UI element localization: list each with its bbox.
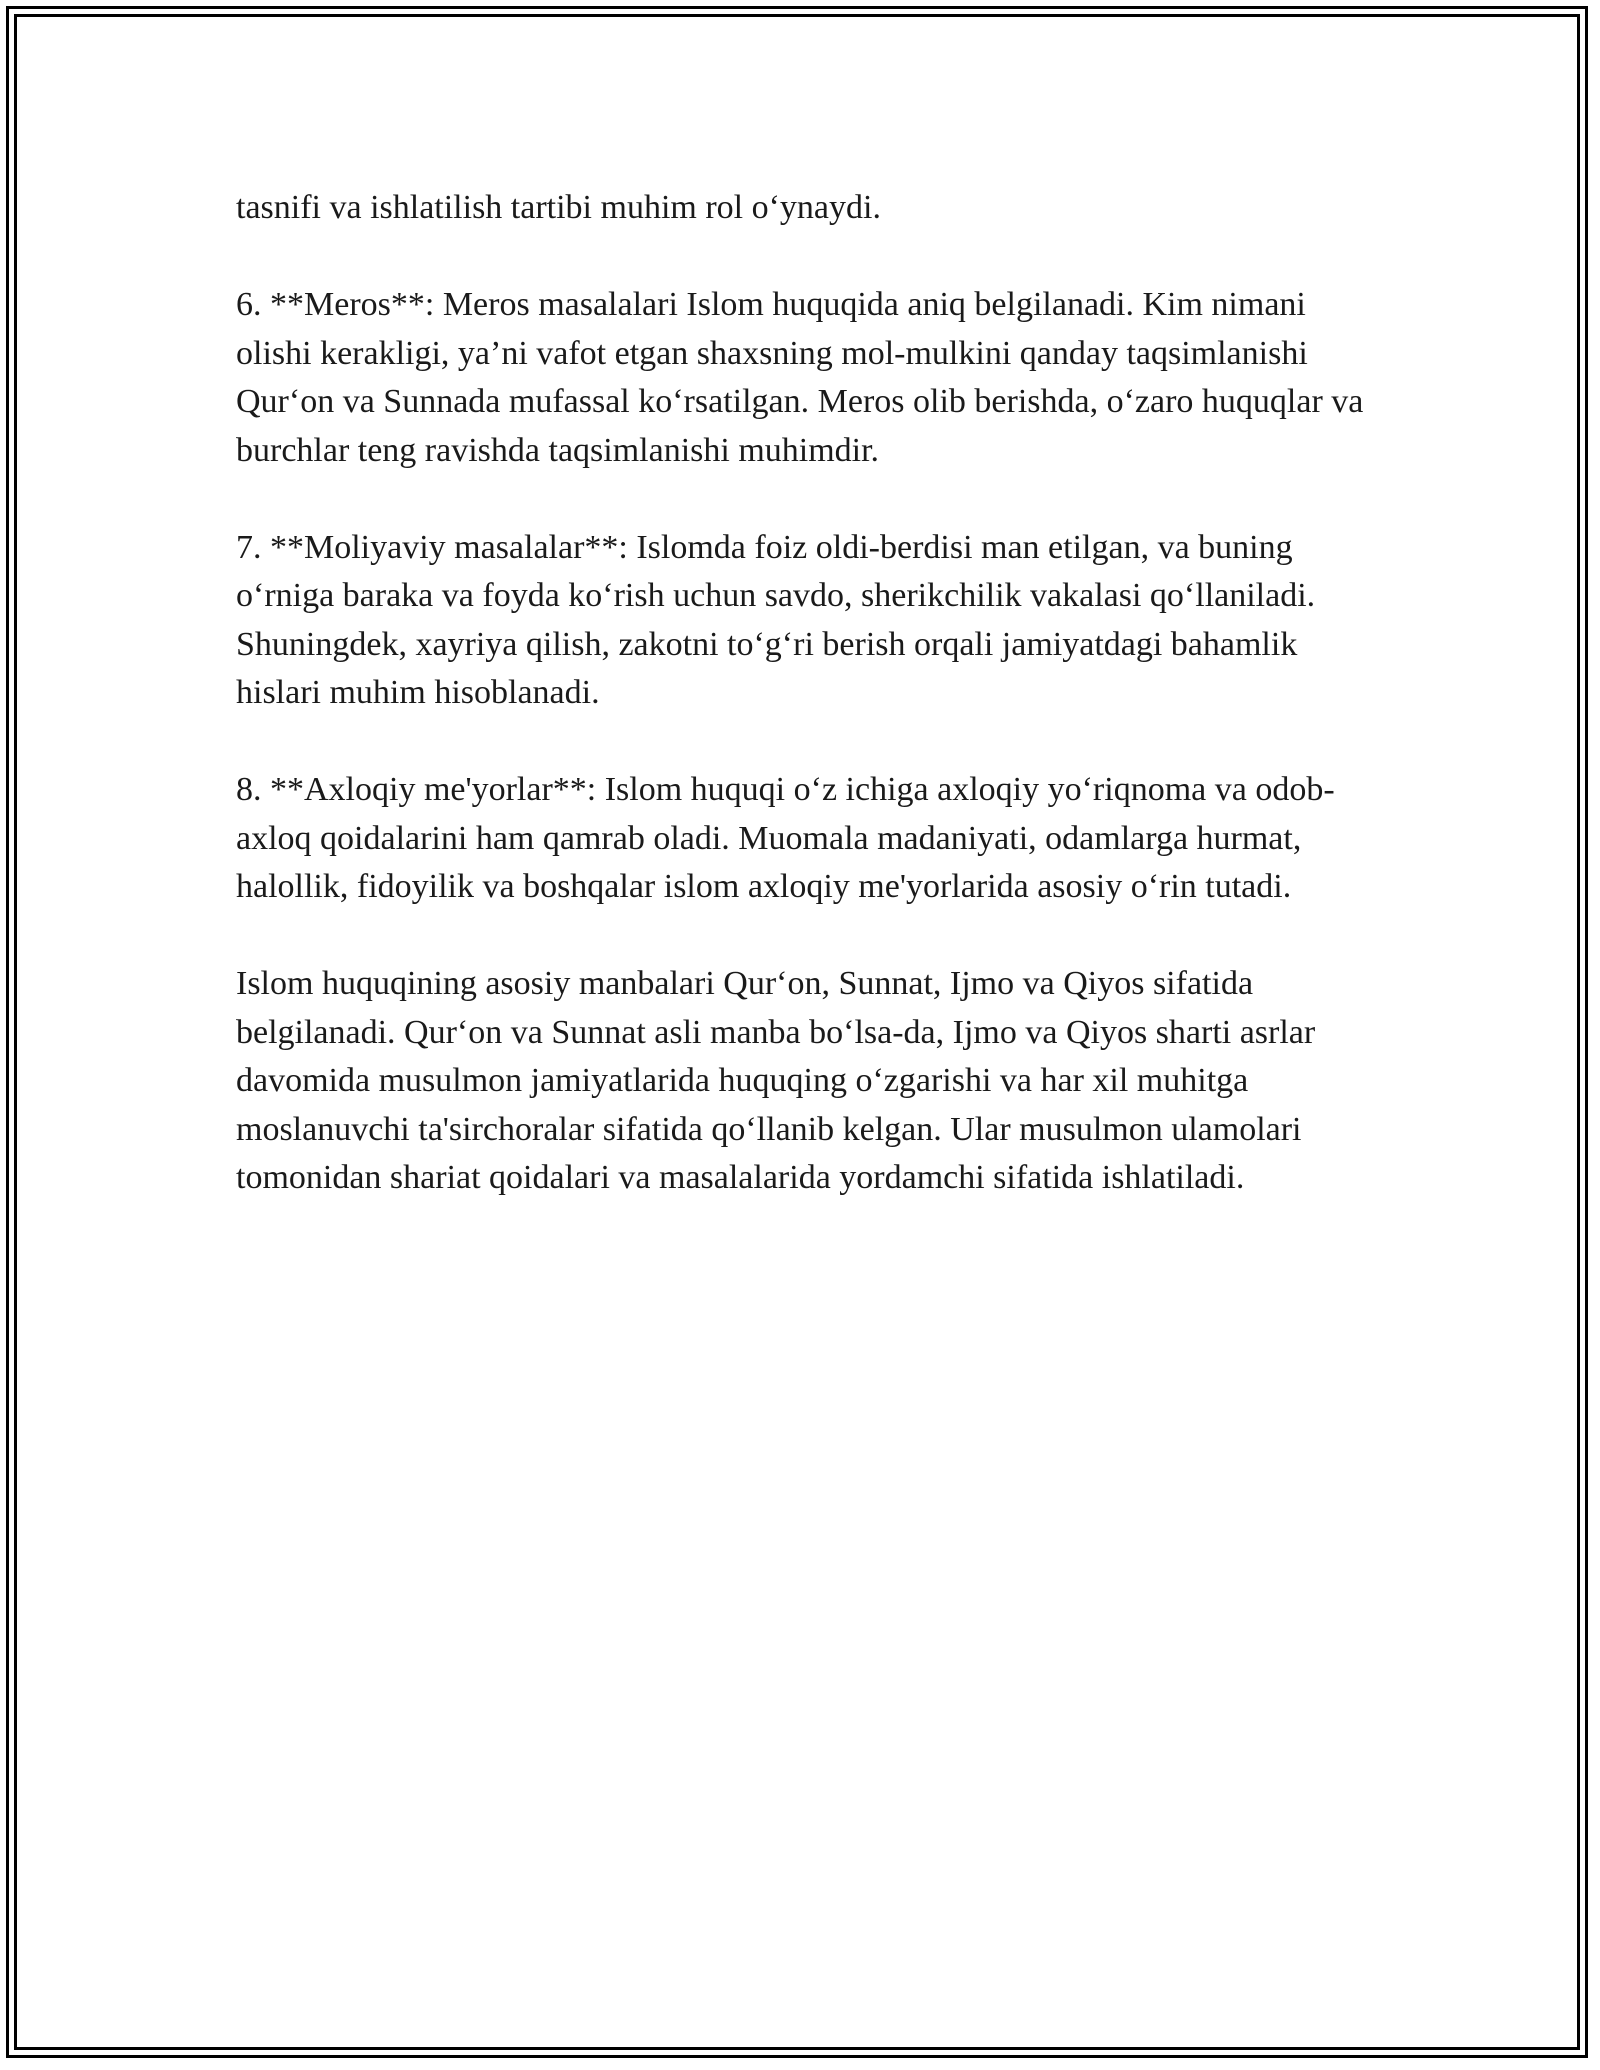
document-body — [236, 184, 1376, 1203]
paragraph-continuation: tasnifi va ishlatilish tartibi muhim rol o‘ynaydi. — [236, 189, 881, 226]
paragraph-moliyaviy-masalalar: 7. **Moliyaviy masalalar**: Islomda foiz oldi-berdisi man etilgan, va buning o‘rniga baraka va foyda ko‘rish uchun savdo, sherikchilik vakalasi qo‘llaniladi. Shuningdek, xayriya qilish, zakotni to‘g‘ri berish orqali jamiyatdagi bahamlik hislari muhim hisoblanadi. — [236, 528, 1316, 711]
paragraph-manbalar: Islom huquqining asosiy manbalari Qur‘on, Sunnat, Ijmo va Qiyos sifatida belgilanadi. Qur‘on va Sunnat asli manba bo‘lsa-da, Ijmo va Qiyos sharti asrlar davomida musulmon jamiyatlarida huquqing o‘zgarishi va har xil muhitga moslanuvchi ta'sirchoralar sifatida qo‘llanib kelgan. Ular musulmon ulamolari tomonidan shariat qoidalari va masalalarida yordamchi sifatida ishlatiladi. — [236, 965, 1316, 1196]
paragraph-axloqiy-meyorlar: 8. **Axloqiy me'yorlar**: Islom huquqi o‘z ichiga axloqiy yo‘riqnoma va odob-axloq qoidalarini ham qamrab oladi. Muomala madaniyati, odamlarga hurmat, halollik, fidoyilik va boshqalar islom axloqiy me'yorlarida asosiy o‘rin tutadi. — [236, 771, 1335, 905]
paragraph-meros: 6. **Meros**: Meros masalalari Islom huquqida aniq belgilanadi. Kim nimani olishi kerakligi, ya’ni vafot etgan shaxsning mol-mulkini qanday taqsimlanishi Qur‘on va Sunnada mufassal ko‘rsatilgan. Meros olib berishda, o‘zaro huquqlar va burchlar teng ravishda taqsimlanishi muhimdir. — [236, 286, 1364, 469]
